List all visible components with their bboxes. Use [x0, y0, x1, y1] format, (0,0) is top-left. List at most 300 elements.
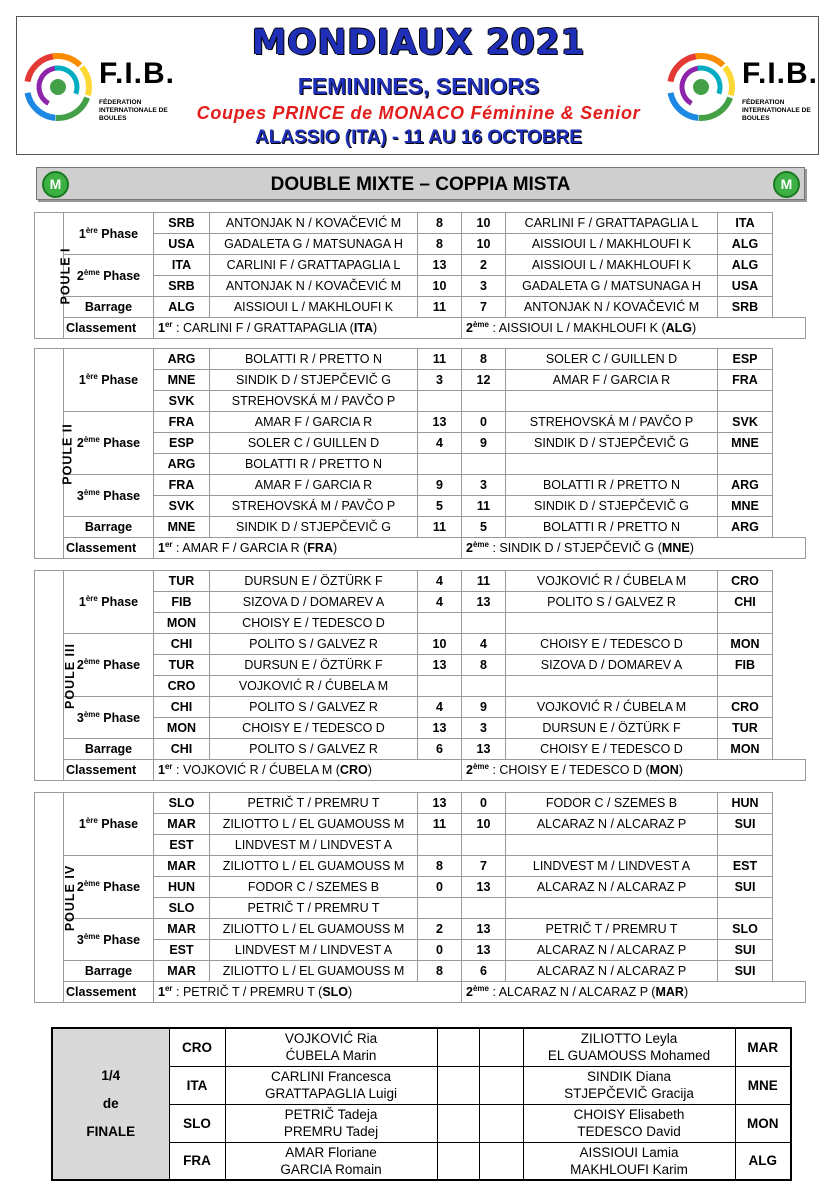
score-1: 8 — [418, 234, 462, 255]
rank-number: 2 — [466, 541, 473, 556]
quarter-final-table — [51, 1027, 792, 1181]
score-2: 9 — [462, 697, 506, 718]
country-code-1: USA — [154, 234, 210, 255]
score-2: 4 — [462, 634, 506, 655]
country-code-1: EST — [154, 835, 210, 856]
mixed-badge-icon: M — [42, 171, 69, 198]
venue-dates: ALASSIO (ITA) - 11 AU 16 OCTOBRE — [255, 127, 582, 148]
ranked-pair: AISSIOUI L / MAKHLOUFI K — [498, 321, 658, 336]
classement-label: Classement — [64, 538, 154, 559]
pair-2 — [506, 613, 718, 634]
score-1: 4 — [418, 592, 462, 613]
country-code-2: CRO — [718, 571, 773, 592]
rank-number: 2 — [466, 321, 473, 336]
qf-score-2 — [479, 1142, 523, 1180]
score-2: 13 — [462, 940, 506, 961]
pair-2: SINDIK D / STJEPČEVIČ G — [506, 433, 718, 454]
score-2 — [462, 454, 506, 475]
qf-player: GRATTAPAGLIA Luigi — [264, 1086, 398, 1101]
score-2: 3 — [462, 276, 506, 297]
first-place: 1er : PETRIČ T / PREMRU T (SLO) — [154, 982, 462, 1003]
match-row — [35, 255, 806, 276]
pool-table — [34, 792, 806, 1003]
pair-2: BOLATTI R / PRETTO N — [506, 475, 718, 496]
qf-score-2 — [479, 1066, 523, 1104]
ranked-country: ALG — [665, 321, 693, 336]
ranked-pair: VOJKOVIĆ R / ĆUBELA M — [182, 763, 333, 778]
ranked-pair: CARLINI F / GRATTAPAGLIA — [182, 321, 347, 336]
country-code-2: SUI — [718, 877, 773, 898]
match-row — [35, 793, 806, 814]
score-2: 7 — [462, 297, 506, 318]
pair-2: POLITO S / GALVEZ R — [506, 592, 718, 613]
score-2: 13 — [462, 919, 506, 940]
score-2: 13 — [462, 739, 506, 760]
pair-1: SINDIK D / STJEPČEVIČ G — [210, 517, 418, 538]
qf-player: PETRIČ Tadeja — [284, 1107, 378, 1122]
pair-2: ALCARAZ N / ALCARAZ P — [506, 961, 718, 982]
country-code-1: MAR — [154, 856, 210, 877]
score-2 — [462, 613, 506, 634]
country-code-1: MAR — [154, 919, 210, 940]
second-place: 2ème : CHOISY E / TEDESCO D (MON) — [462, 760, 806, 781]
pair-1: POLITO S / GALVEZ R — [210, 697, 418, 718]
first-place: 1er : AMAR F / GARCIA R (FRA) — [154, 538, 462, 559]
score-1: 13 — [418, 793, 462, 814]
pair-1: PETRIČ T / PREMRU T — [210, 793, 418, 814]
classement-label: Classement — [64, 318, 154, 339]
phase-label: Barrage — [64, 297, 154, 318]
qf-player: CHOISY Elisabeth — [573, 1107, 685, 1122]
ranked-country: SLO — [322, 985, 349, 1000]
country-code-2: MNE — [718, 496, 773, 517]
rank-number: 1 — [158, 541, 165, 556]
page-title: MONDIAUX 2021 — [251, 23, 586, 63]
qf-player: ĆUBELA Marin — [285, 1048, 377, 1064]
country-code-1: MON — [154, 613, 210, 634]
match-row — [35, 517, 806, 538]
pair-1: AMAR F / GARCIA R — [210, 475, 418, 496]
score-2: 5 — [462, 517, 506, 538]
score-1: 13 — [418, 255, 462, 276]
qf-player: STJEPČEVIČ Gracija — [564, 1086, 694, 1101]
country-code-1: FRA — [154, 412, 210, 433]
pair-1: DURSUN E / ÖZTÜRK F — [210, 571, 418, 592]
country-code-2: MON — [718, 739, 773, 760]
score-2: 12 — [462, 370, 506, 391]
country-code-1: CRO — [154, 676, 210, 697]
score-2 — [462, 391, 506, 412]
country-code-2: HUN — [718, 793, 773, 814]
score-1: 5 — [418, 496, 462, 517]
quarter-final-label-line: 1/4 — [101, 1068, 121, 1083]
pair-1: POLITO S / GALVEZ R — [210, 739, 418, 760]
qf-player: SINDIK Diana — [586, 1069, 672, 1084]
pair-2: SIZOVA D / DOMAREV A — [506, 655, 718, 676]
pair-2: ANTONJAK N / KOVAČEVIĆ M — [506, 297, 718, 318]
pair-2: PETRIČ T / PREMRU T — [506, 919, 718, 940]
country-code-2 — [718, 898, 773, 919]
pair-1: DURSUN E / ÖZTÜRK F — [210, 655, 418, 676]
country-code-1: ARG — [154, 349, 210, 370]
country-code-2: TUR — [718, 718, 773, 739]
country-code-2: ALG — [718, 255, 773, 276]
country-code-2: ESP — [718, 349, 773, 370]
qf-score-2 — [479, 1104, 523, 1142]
document-header — [16, 16, 819, 155]
quarter-final-label-line: FINALE — [86, 1124, 136, 1139]
qf-pair-1 — [225, 1066, 437, 1104]
country-code-1: SLO — [154, 793, 210, 814]
country-code-2 — [718, 676, 773, 697]
match-row — [35, 961, 806, 982]
pair-2: CARLINI F / GRATTAPAGLIA L — [506, 213, 718, 234]
score-2: 11 — [462, 496, 506, 517]
pair-2: STREHOVSKÁ M / PAVČO P — [506, 412, 718, 433]
qf-player: CARLINI Francesca — [270, 1069, 392, 1084]
match-row — [35, 475, 806, 496]
phase-label: 1ère Phase — [64, 213, 154, 255]
phase-label: Barrage — [64, 961, 154, 982]
pair-1: STREHOVSKÁ M / PAVČO P — [210, 391, 418, 412]
pair-2: ALCARAZ N / ALCARAZ P — [506, 877, 718, 898]
country-code-2: USA — [718, 276, 773, 297]
phase-label: Barrage — [64, 739, 154, 760]
pair-2 — [506, 676, 718, 697]
ranked-country: MAR — [655, 985, 684, 1000]
score-1: 0 — [418, 940, 462, 961]
score-2: 10 — [462, 213, 506, 234]
rank-number: 1 — [158, 763, 165, 778]
rank-number: 2 — [466, 985, 473, 1000]
country-code-1: ESP — [154, 433, 210, 454]
phase-label: 2ème Phase — [64, 255, 154, 297]
score-2: 11 — [462, 571, 506, 592]
qf-score-1 — [437, 1142, 479, 1180]
qf-country-2: MON — [735, 1104, 791, 1142]
fib-logo-text: F.I.B. — [99, 57, 176, 90]
score-2 — [462, 676, 506, 697]
score-1: 13 — [418, 655, 462, 676]
pair-1: CARLINI F / GRATTAPAGLIA L — [210, 255, 418, 276]
score-2: 10 — [462, 234, 506, 255]
score-1: 10 — [418, 276, 462, 297]
first-place: 1er : VOJKOVIĆ R / ĆUBELA M (CRO) — [154, 760, 462, 781]
classement-row — [35, 318, 806, 339]
section-title: DOUBLE MIXTE – COPPIA MISTA — [270, 174, 571, 195]
pair-2 — [506, 835, 718, 856]
score-1 — [418, 454, 462, 475]
score-2: 13 — [462, 877, 506, 898]
qf-player: MAKHLOUFI Karim — [570, 1161, 688, 1177]
qf-country-2: MNE — [735, 1066, 791, 1104]
pair-2: AISSIOUI L / MAKHLOUFI K — [506, 234, 718, 255]
score-2: 0 — [462, 793, 506, 814]
rank-number: 2 — [466, 763, 473, 778]
score-1: 8 — [418, 856, 462, 877]
qf-country-1: SLO — [169, 1104, 225, 1142]
pair-1: PETRIČ T / PREMRU T — [210, 898, 418, 919]
pair-1: BOLATTI R / PRETTO N — [210, 349, 418, 370]
match-row — [35, 213, 806, 234]
score-1: 11 — [418, 814, 462, 835]
ranked-pair: CHOISY E / TEDESCO D — [499, 763, 643, 778]
score-1: 4 — [418, 697, 462, 718]
score-1: 9 — [418, 475, 462, 496]
pool-table — [34, 212, 806, 339]
score-1: 11 — [418, 349, 462, 370]
pool-name-label: POULE I — [58, 246, 73, 305]
match-row — [35, 634, 806, 655]
country-code-1: ARG — [154, 454, 210, 475]
score-1: 8 — [418, 213, 462, 234]
country-code-2: SUI — [718, 961, 773, 982]
first-place: 1er : CARLINI F / GRATTAPAGLIA (ITA) — [154, 318, 462, 339]
pair-1: SOLER C / GUILLEN D — [210, 433, 418, 454]
country-code-2: ARG — [718, 517, 773, 538]
country-code-1: ITA — [154, 255, 210, 276]
country-code-2: MNE — [718, 433, 773, 454]
pair-2: SOLER C / GUILLEN D — [506, 349, 718, 370]
phase-label: 1ère Phase — [64, 793, 154, 856]
score-1 — [418, 391, 462, 412]
qf-pair-1 — [225, 1028, 437, 1066]
pool-name — [35, 213, 73, 339]
section-banner — [36, 167, 805, 200]
pair-1: ZILIOTTO L / EL GUAMOUSS M — [210, 814, 418, 835]
classement-label: Classement — [64, 760, 154, 781]
quarter-final-row — [52, 1028, 791, 1066]
country-code-2: EST — [718, 856, 773, 877]
pair-1: LINDVEST M / LINDVEST A — [210, 835, 418, 856]
pair-2: ALCARAZ N / ALCARAZ P — [506, 814, 718, 835]
qf-pair-1 — [225, 1104, 437, 1142]
country-code-2 — [718, 613, 773, 634]
country-code-2: SUI — [718, 940, 773, 961]
match-row — [35, 349, 806, 370]
classement-label: Classement — [64, 982, 154, 1003]
qf-country-1: ITA — [169, 1066, 225, 1104]
country-code-1: SVK — [154, 496, 210, 517]
phase-label: 3ème Phase — [64, 919, 154, 961]
score-1: 10 — [418, 634, 462, 655]
score-1: 13 — [418, 412, 462, 433]
pair-1: CHOISY E / TEDESCO D — [210, 613, 418, 634]
score-1: 11 — [418, 297, 462, 318]
score-2: 3 — [462, 718, 506, 739]
qf-player: AMAR Floriane — [285, 1144, 377, 1160]
phase-label: 3ème Phase — [64, 697, 154, 739]
qf-pair-1 — [225, 1142, 437, 1180]
score-2: 13 — [462, 592, 506, 613]
pair-1: ZILIOTTO L / EL GUAMOUSS M — [210, 961, 418, 982]
qf-score-1 — [437, 1028, 479, 1066]
ranked-pair: PETRIČ T / PREMRU T — [182, 985, 315, 1000]
ranked-country: MNE — [661, 541, 690, 556]
pool-table — [34, 348, 806, 559]
pair-1: STREHOVSKÁ M / PAVČO P — [210, 496, 418, 517]
country-code-1: SLO — [154, 898, 210, 919]
qf-player: TEDESCO David — [577, 1124, 681, 1139]
fib-emblem-icon — [23, 43, 93, 131]
pair-1: POLITO S / GALVEZ R — [210, 634, 418, 655]
country-code-1: MAR — [154, 814, 210, 835]
phase-label: 1ère Phase — [64, 349, 154, 412]
country-code-1: CHI — [154, 739, 210, 760]
pair-2: ALCARAZ N / ALCARAZ P — [506, 940, 718, 961]
pair-1: ANTONJAK N / KOVAČEVIĆ M — [210, 213, 418, 234]
second-place: 2ème : SINDIK D / STJEPČEVIČ G (MNE) — [462, 538, 806, 559]
country-code-1: SRB — [154, 276, 210, 297]
pair-1: ANTONJAK N / KOVAČEVIĆ M — [210, 276, 418, 297]
match-row — [35, 571, 806, 592]
country-code-2: CRO — [718, 697, 773, 718]
pair-2: GADALETA G / MATSUNAGA H — [506, 276, 718, 297]
score-2: 9 — [462, 433, 506, 454]
pool-name-label: POULE III — [62, 642, 77, 709]
qf-pair-2 — [523, 1142, 735, 1180]
phase-label: 2ème Phase — [64, 634, 154, 697]
score-2: 8 — [462, 349, 506, 370]
score-2: 2 — [462, 255, 506, 276]
fib-logo-subtitle: FÉDERATION INTERNATIONALE DE BOULES — [99, 99, 168, 122]
score-2 — [462, 835, 506, 856]
country-code-2: SVK — [718, 412, 773, 433]
rank-number: 1 — [158, 321, 165, 336]
country-code-2: ARG — [718, 475, 773, 496]
qf-player: GARCIA Romain — [280, 1161, 382, 1177]
score-2: 3 — [462, 475, 506, 496]
classement-row — [35, 538, 806, 559]
pair-2: BOLATTI R / PRETTO N — [506, 517, 718, 538]
score-1: 6 — [418, 739, 462, 760]
score-1: 3 — [418, 370, 462, 391]
qf-pair-2 — [523, 1104, 735, 1142]
pair-2 — [506, 454, 718, 475]
second-place: 2ème : ALCARAZ N / ALCARAZ P (MAR) — [462, 982, 806, 1003]
pair-2: AMAR F / GARCIA R — [506, 370, 718, 391]
match-row — [35, 919, 806, 940]
fib-logo-text: F.I.B. — [742, 57, 819, 90]
pair-1: ZILIOTTO L / EL GUAMOUSS M — [210, 856, 418, 877]
country-code-2: FRA — [718, 370, 773, 391]
ranked-pair: AMAR F / GARCIA R — [182, 541, 300, 556]
qf-score-1 — [437, 1104, 479, 1142]
phase-label: 2ème Phase — [64, 412, 154, 475]
ranked-country: FRA — [307, 541, 333, 556]
score-1: 4 — [418, 571, 462, 592]
pair-1: VOJKOVIĆ R / ĆUBELA M — [210, 676, 418, 697]
score-2 — [462, 898, 506, 919]
pair-1: SIZOVA D / DOMAREV A — [210, 592, 418, 613]
country-code-2 — [718, 835, 773, 856]
ranked-country: CRO — [339, 763, 368, 778]
score-1: 0 — [418, 877, 462, 898]
country-code-1: HUN — [154, 877, 210, 898]
pair-2: VOJKOVIĆ R / ĆUBELA M — [506, 571, 718, 592]
score-1 — [418, 835, 462, 856]
ranked-pair: SINDIK D / STJEPČEVIČ G — [499, 541, 655, 556]
pair-1: LINDVEST M / LINDVEST A — [210, 940, 418, 961]
country-code-2: SLO — [718, 919, 773, 940]
match-row — [35, 297, 806, 318]
country-code-2 — [718, 391, 773, 412]
pair-2: CHOISY E / TEDESCO D — [506, 634, 718, 655]
score-2: 7 — [462, 856, 506, 877]
second-place: 2ème : AISSIOUI L / MAKHLOUFI K (ALG) — [462, 318, 806, 339]
pair-2: AISSIOUI L / MAKHLOUFI K — [506, 255, 718, 276]
quarter-final-label — [52, 1028, 169, 1180]
score-1 — [418, 898, 462, 919]
country-code-2: MON — [718, 634, 773, 655]
score-2: 10 — [462, 814, 506, 835]
score-2: 8 — [462, 655, 506, 676]
pair-2: CHOISY E / TEDESCO D — [506, 739, 718, 760]
pool-name-label: POULE IV — [63, 864, 78, 931]
country-code-2: CHI — [718, 592, 773, 613]
country-code-1: EST — [154, 940, 210, 961]
country-code-1: ALG — [154, 297, 210, 318]
pool-name — [35, 349, 75, 559]
qf-country-2: ALG — [735, 1142, 791, 1180]
country-code-1: CHI — [154, 697, 210, 718]
score-1: 4 — [418, 433, 462, 454]
country-code-1: MON — [154, 718, 210, 739]
qf-score-2 — [479, 1028, 523, 1066]
country-code-1: MNE — [154, 370, 210, 391]
cup-name: Coupes PRINCE de MONACO Féminine & Senior — [196, 103, 641, 123]
country-code-1: FIB — [154, 592, 210, 613]
phase-label: 3ème Phase — [64, 475, 154, 517]
quarter-final-label-line: de — [102, 1096, 119, 1111]
match-row — [35, 412, 806, 433]
page-subtitle: FEMININES, SENIORS — [297, 73, 540, 99]
pair-1: GADALETA G / MATSUNAGA H — [210, 234, 418, 255]
match-row — [35, 697, 806, 718]
qf-player: AISSIOUI Lamia — [579, 1144, 679, 1160]
qf-pair-2 — [523, 1028, 735, 1066]
pair-1: AISSIOUI L / MAKHLOUFI K — [210, 297, 418, 318]
country-code-2: FIB — [718, 655, 773, 676]
score-1: 11 — [418, 517, 462, 538]
qf-player: PREMRU Tadej — [283, 1124, 379, 1139]
ranked-country: MON — [649, 763, 679, 778]
qf-country-1: FRA — [169, 1142, 225, 1180]
classement-row — [35, 982, 806, 1003]
score-1: 8 — [418, 961, 462, 982]
match-row — [35, 856, 806, 877]
pair-2 — [506, 391, 718, 412]
phase-label: 2ème Phase — [64, 856, 154, 919]
pair-2: DURSUN E / ÖZTÜRK F — [506, 718, 718, 739]
country-code-1: SRB — [154, 213, 210, 234]
score-2: 0 — [462, 412, 506, 433]
pair-1: BOLATTI R / PRETTO N — [210, 454, 418, 475]
qf-country-2: MAR — [735, 1028, 791, 1066]
fib-logo-left — [23, 41, 176, 136]
country-code-1: TUR — [154, 655, 210, 676]
fib-logo-subtitle: FÉDERATION INTERNATIONALE DE BOULES — [742, 99, 811, 122]
country-code-2 — [718, 454, 773, 475]
match-row — [35, 739, 806, 760]
pair-2: FODOR C / SZEMES B — [506, 793, 718, 814]
ranked-pair: ALCARAZ N / ALCARAZ P — [498, 985, 648, 1000]
pool-table — [34, 570, 806, 781]
pair-1: FODOR C / SZEMES B — [210, 877, 418, 898]
qf-player: EL GUAMOUSS Mohamed — [547, 1048, 711, 1064]
pool-name — [35, 571, 77, 781]
country-code-2: SRB — [718, 297, 773, 318]
